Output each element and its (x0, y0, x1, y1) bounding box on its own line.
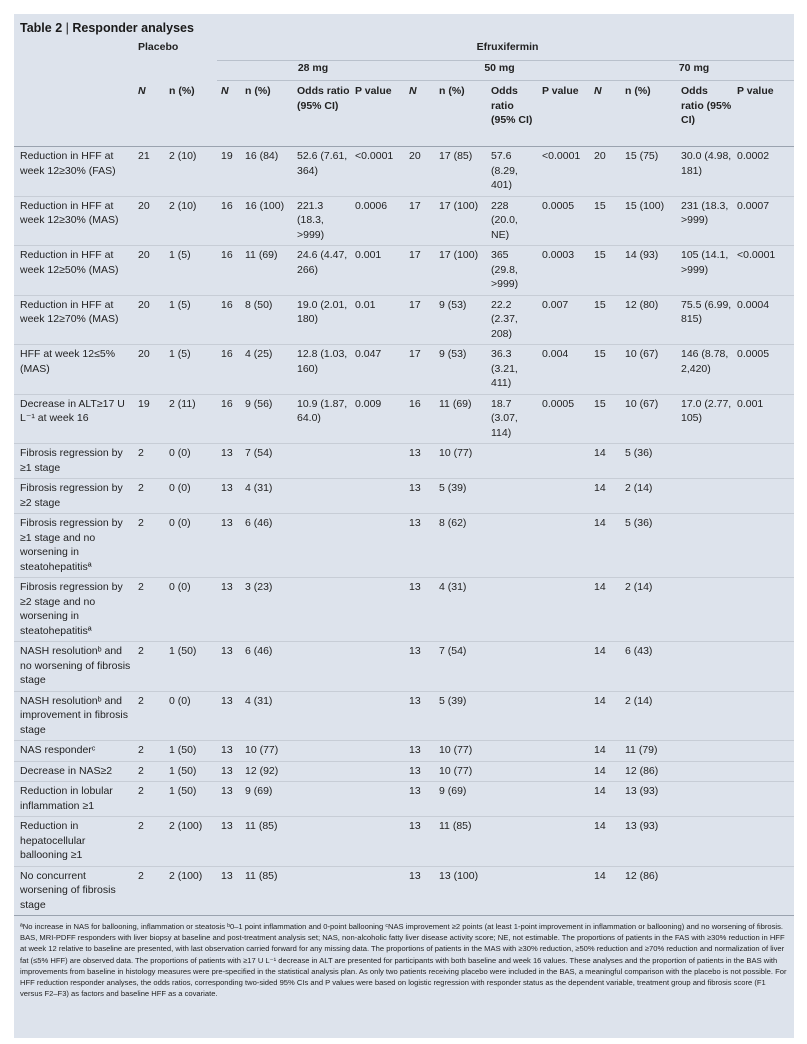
placebo-N: 20 (138, 348, 150, 360)
dose28-N: 19 (221, 150, 233, 162)
col-header-N: N (221, 85, 229, 97)
dose70-p-value (733, 741, 794, 762)
col-header-n-pct: n (%) (169, 84, 195, 97)
dose28-p-value (351, 479, 405, 514)
dose70-n-pct: 6 (43) (625, 645, 653, 657)
dose70-n-pct: 2 (14) (625, 482, 653, 494)
dose28-n-pct: 9 (69) (245, 785, 273, 797)
row-label: Decrease in ALT≥17 U L⁻¹ at week 16 (20, 397, 125, 424)
dose70-N: 14 (594, 581, 606, 593)
dose50-p-value (538, 761, 590, 782)
dose50-odds-ratio: 228 (20.0, NE) (491, 199, 518, 241)
row-label: Reduction in hepatocellular ballooning ≥1 (20, 820, 86, 861)
row-label: Reduction in HFF at week 12≥30% (MAS) (20, 199, 119, 226)
dose28-p-value (351, 444, 405, 479)
dose50-odds-ratio: 22.2 (2.37, 208) (491, 298, 518, 340)
dose28-p-value: 0.047 (355, 348, 382, 360)
dose50-odds-ratio: 36.3 (3.21, 411) (491, 348, 518, 389)
dose70-N: 14 (594, 645, 606, 657)
dose28-p-value: <0.0001 (355, 150, 394, 162)
table-row (14, 782, 794, 817)
table-row (14, 741, 794, 762)
placebo-n-pct: 1 (50) (169, 744, 197, 756)
placebo-n-pct: 2 (100) (169, 869, 203, 882)
col-header-p-value: P value (542, 85, 579, 97)
dose28-n-pct: 6 (46) (245, 517, 273, 529)
dose50-odds-ratio: 57.6 (8.29, 401) (491, 150, 518, 191)
dose70-p-value (733, 444, 794, 479)
placebo-n-pct: 1 (5) (169, 249, 191, 261)
dose28-odds-ratio (293, 578, 351, 642)
dose70-N: 14 (594, 764, 606, 777)
dose50-p-value (538, 514, 590, 578)
dose50-p-value: 0.0005 (542, 199, 575, 212)
dose50-odds-ratio (487, 514, 538, 578)
placebo-n-pct: 0 (0) (169, 482, 191, 494)
placebo-n-pct: 0 (0) (169, 694, 191, 707)
dose70-odds-ratio: 17.0 (2.77, 105) (681, 397, 732, 424)
dose28-odds-ratio: 19.0 (2.01, 180) (297, 298, 348, 325)
table-number: Table 2 (20, 21, 63, 35)
dose28-odds-ratio: 52.6 (7.61, 364) (297, 150, 348, 177)
table-row (14, 444, 794, 479)
placebo-N: 2 (138, 764, 144, 777)
dose28-odds-ratio (293, 741, 351, 762)
col-header-odds-ratio: Odds ratio (95% CI) (491, 85, 533, 126)
row-label: HFF at week 12≤5% (MAS) (20, 348, 116, 375)
dose70-p-value: 0.001 (737, 397, 764, 410)
row-label: No concurrent worsening of fibrosis stage (20, 869, 116, 911)
dose50-N: 17 (409, 298, 421, 311)
dose28-N: 13 (221, 764, 233, 777)
row-label: Reduction in HFF at week 12≥50% (MAS) (20, 249, 119, 276)
row-label: Reduction in lobular inflammation ≥1 (20, 785, 113, 812)
table-footnote: ªNo increase in NAS for ballooning, inflammation or steatosis ᵇ0–1 point inflammation and 0-point ballooning ᶜNAS improvement ≥2 points (at least 1-point improvement in inflammation or ballooning) and no worsening of fibrosis. BAS, MRI-PDFF responders with liver biopsy at baseline and post-treatment analysis set; NAS, non-alcoholic fatty liver disease activity score; NE, not estimable. The proportions of patients in the FAS with ≥30% reduction in HFF at week 12 relative to baseline are presented, with last observation carried forward for any missing data. The proportions of patients in the MAS with ≥30% reduction, ≥50% reduction and ≥70% reduction and normalization of liver fat (≤5% HFF) are observed data. The proportions of patients with ≥17 U L⁻¹ decrease in ALT are presented for participants with both baseline and week 16 values. These analyses and the proportion of patients in the BAS with improvements from baseline in histology measures were pre-specified in the statistical analysis plan. As only two patients receiving placebo were included in the BAS, a meaningful comparison with the placebo is not possible. For HFF reduction responder analyses, the odds ratios, corresponding two-sided 95% CIs and P values were based on logistic regression with responder status as the dependent variable, treatment group and fibrosis score (F1 versus F2–F3) as factors and baseline HFF as a covariate. (14, 915, 794, 999)
dose28-p-value (351, 691, 405, 741)
dose28-odds-ratio: 10.9 (1.87, 64.0) (297, 397, 348, 424)
dose70-odds-ratio: 30.0 (4.98, 181) (681, 150, 732, 177)
dose50-p-value (538, 642, 590, 692)
dose70-odds-ratio: 105 (14.1, >999) (681, 249, 729, 276)
dose70-p-value: 0.0005 (737, 348, 770, 360)
dose28-p-value: 0.01 (355, 298, 376, 311)
dose28-N: 13 (221, 581, 233, 593)
dose50-odds-ratio (487, 761, 538, 782)
dose50-n-pct: 10 (77) (439, 764, 473, 777)
row-label: NASH resolutionᵇ and improvement in fibrosis stage (20, 694, 128, 736)
dose70-p-value: 0.0004 (737, 298, 770, 311)
placebo-N: 20 (138, 249, 150, 261)
dose28-N: 16 (221, 249, 233, 261)
dose28-n-pct: 16 (100) (245, 199, 285, 212)
dose50-p-value (538, 741, 590, 762)
dose70-odds-ratio: 75.5 (6.99, 815) (681, 298, 732, 325)
dose28-n-pct: 11 (85) (245, 869, 278, 882)
dose28-N: 16 (221, 348, 233, 360)
placebo-n-pct: 0 (0) (169, 447, 191, 459)
dose28-N: 13 (221, 744, 233, 756)
dose70-odds-ratio (677, 479, 733, 514)
dose50-odds-ratio (487, 642, 538, 692)
placebo-N: 2 (138, 645, 144, 657)
dose70-n-pct: 11 (79) (625, 744, 658, 756)
dose50-odds-ratio (487, 866, 538, 915)
dose70-p-value (733, 479, 794, 514)
dose70-N: 14 (594, 447, 606, 459)
dose28-n-pct: 9 (56) (245, 397, 273, 410)
dose50-p-value (538, 691, 590, 741)
placebo-N: 2 (138, 694, 144, 707)
dose50-N: 13 (409, 820, 421, 832)
dose70-odds-ratio (677, 691, 733, 741)
dose28-N: 13 (221, 869, 233, 882)
table-row (14, 345, 794, 395)
dose28-p-value: 0.009 (355, 397, 382, 410)
dose70-n-pct: 15 (75) (625, 150, 659, 162)
dose28-n-pct: 12 (92) (245, 764, 279, 777)
dose50-p-value (538, 578, 590, 642)
dose50-odds-ratio (487, 479, 538, 514)
dose50-p-value (538, 479, 590, 514)
responder-table (14, 40, 794, 915)
dose28-p-value (351, 642, 405, 692)
dose70-odds-ratio (677, 761, 733, 782)
table-row (14, 761, 794, 782)
table-row (14, 246, 794, 296)
dose70-odds-ratio: 146 (8.78, 2,420) (681, 348, 729, 375)
row-label: Fibrosis regression by ≥2 stage and no worsening in steatohepatitisª (20, 581, 123, 637)
col-header-n-pct: n (%) (625, 85, 651, 97)
dose50-n-pct: 8 (62) (439, 517, 467, 529)
dose28-n-pct: 16 (84) (245, 150, 279, 162)
dose50-N: 13 (409, 785, 421, 797)
dose50-n-pct: 10 (77) (439, 744, 473, 756)
dose28-N: 16 (221, 397, 233, 410)
dose50-N: 16 (409, 397, 421, 410)
table-panel (14, 14, 794, 1038)
dose50-odds-ratio (487, 444, 538, 479)
dose28-N: 13 (221, 820, 233, 832)
col-header-N: N (138, 84, 146, 97)
dose50-odds-ratio: 365 (29.8, >999) (491, 249, 519, 290)
col-header-odds-ratio: Odds ratio (95% CI) (297, 85, 350, 112)
table-row (14, 295, 794, 345)
dose28-p-value (351, 761, 405, 782)
dose50-n-pct: 9 (53) (439, 298, 467, 311)
col-header-n-pct: n (%) (245, 85, 271, 97)
dose50-p-value (538, 817, 590, 867)
placebo-n-pct: 2 (10) (169, 199, 197, 212)
dose70-p-value (733, 642, 794, 692)
dose70-N: 15 (594, 397, 606, 410)
dose70-N: 14 (594, 482, 606, 494)
row-label: NASH resolutionᵇ and no worsening of fibrosis stage (20, 645, 131, 686)
placebo-n-pct: 1 (50) (169, 645, 197, 657)
dose70-n-pct: 2 (14) (625, 581, 653, 593)
dose28-N: 16 (221, 199, 233, 212)
col-header-p-value: P value (355, 85, 392, 97)
dose50-odds-ratio: 18.7 (3.07, 114) (491, 397, 518, 439)
table-row (14, 691, 794, 741)
dose50-N: 13 (409, 482, 421, 494)
placebo-n-pct: 2 (11) (169, 397, 196, 410)
dose50-p-value: 0.0005 (542, 397, 575, 410)
dose70-odds-ratio (677, 578, 733, 642)
placebo-n-pct: 1 (5) (169, 298, 191, 311)
dose28-N: 13 (221, 785, 233, 797)
placebo-n-pct: 0 (0) (169, 581, 191, 593)
dose70-n-pct: 13 (93) (625, 785, 659, 797)
placebo-N: 2 (138, 785, 144, 797)
dose70-N: 15 (594, 298, 606, 311)
dose28-odds-ratio (293, 514, 351, 578)
dose28-n-pct: 11 (69) (245, 249, 278, 261)
dose28-n-pct: 6 (46) (245, 645, 273, 657)
dose28-p-value (351, 782, 405, 817)
dose70-n-pct: 5 (36) (625, 517, 653, 529)
table-row (14, 394, 794, 444)
dose50-p-value (538, 444, 590, 479)
dose50-odds-ratio (487, 578, 538, 642)
dose70-odds-ratio (677, 642, 733, 692)
col-header-n-pct: n (%) (439, 85, 465, 97)
dose50-odds-ratio (487, 691, 538, 741)
dose70-N: 15 (594, 348, 606, 360)
row-label: Fibrosis regression by ≥2 stage (20, 482, 123, 509)
dose28-N: 16 (221, 298, 233, 311)
dose50-N: 13 (409, 447, 421, 459)
col-header-odds-ratio: Odds ratio (95% CI) (681, 85, 732, 126)
dose-50-header: 50 mg (405, 61, 590, 81)
table-row (14, 642, 794, 692)
dose70-N: 14 (594, 517, 606, 529)
dose28-odds-ratio (293, 817, 351, 867)
dose50-n-pct: 7 (54) (439, 645, 467, 657)
dose50-odds-ratio (487, 817, 538, 867)
dose28-odds-ratio: 221.3 (18.3, >999) (297, 199, 325, 241)
placebo-n-pct: 0 (0) (169, 517, 191, 529)
dose28-p-value (351, 866, 405, 915)
efruxifermin-header: Efruxifermin (476, 41, 539, 53)
dose50-n-pct: 10 (77) (439, 447, 473, 459)
dose70-n-pct: 12 (86) (625, 869, 659, 882)
dose28-p-value: 0.001 (355, 249, 382, 261)
dose50-N: 20 (409, 150, 421, 162)
title-separator: | (65, 21, 69, 35)
placebo-N: 19 (138, 397, 150, 410)
dose50-p-value (538, 782, 590, 817)
dose50-N: 13 (409, 581, 421, 593)
dose70-p-value: 0.0007 (737, 199, 770, 212)
placebo-N: 2 (138, 447, 144, 459)
col-header-p-value: P value (737, 85, 774, 97)
dose50-n-pct: 17 (85) (439, 150, 473, 162)
dose28-p-value (351, 578, 405, 642)
placebo-N: 20 (138, 298, 150, 311)
placebo-header: Placebo (138, 41, 179, 53)
dose50-n-pct: 4 (31) (439, 581, 467, 593)
dose50-N: 13 (409, 764, 421, 777)
placebo-N: 2 (138, 517, 144, 529)
dose50-n-pct: 11 (85) (439, 820, 472, 832)
dose28-n-pct: 3 (23) (245, 581, 273, 593)
dose70-N: 14 (594, 744, 606, 756)
col-header-N: N (409, 85, 417, 97)
dose70-n-pct: 13 (93) (625, 820, 659, 832)
dose70-N: 14 (594, 869, 606, 882)
dose70-n-pct: 10 (67) (625, 397, 659, 410)
row-label: Reduction in HFF at week 12≥70% (MAS) (20, 298, 119, 325)
placebo-n-pct: 1 (50) (169, 785, 197, 797)
table-row (14, 866, 794, 915)
table-row (14, 817, 794, 867)
dose50-n-pct: 9 (69) (439, 785, 467, 797)
dose28-odds-ratio: 24.6 (4.47, 266) (297, 249, 348, 276)
dose50-N: 17 (409, 199, 421, 212)
row-label: Decrease in NAS≥2 (20, 764, 113, 777)
dose70-p-value (733, 514, 794, 578)
dose70-odds-ratio: 231 (18.3, >999) (681, 199, 729, 226)
dose28-n-pct: 10 (77) (245, 744, 279, 756)
dose50-odds-ratio (487, 782, 538, 817)
dose50-n-pct: 11 (69) (439, 397, 472, 410)
placebo-N: 21 (138, 150, 150, 162)
dose70-n-pct: 14 (93) (625, 249, 659, 261)
dose70-p-value (733, 578, 794, 642)
placebo-N: 2 (138, 744, 144, 756)
dose70-n-pct: 12 (80) (625, 298, 659, 311)
dose70-N: 15 (594, 199, 606, 212)
dose28-odds-ratio: 12.8 (1.03, 160) (297, 348, 348, 375)
dose-28-header: 28 mg (217, 61, 405, 81)
dose28-n-pct: 8 (50) (245, 298, 273, 311)
dose28-odds-ratio (293, 782, 351, 817)
dose28-p-value (351, 514, 405, 578)
dose70-odds-ratio (677, 741, 733, 762)
dose70-p-value (733, 691, 794, 741)
table-body (14, 147, 794, 916)
dose70-p-value (733, 866, 794, 915)
placebo-N: 20 (138, 199, 150, 212)
dose70-N: 15 (594, 249, 606, 261)
col-header-N: N (594, 85, 602, 97)
dose50-odds-ratio (487, 741, 538, 762)
dose70-n-pct: 15 (100) (625, 199, 665, 212)
dose50-n-pct: 9 (53) (439, 348, 467, 360)
dose70-n-pct: 5 (36) (625, 447, 653, 459)
placebo-N: 2 (138, 869, 144, 882)
table-title (14, 14, 794, 40)
dose28-n-pct: 7 (54) (245, 447, 273, 459)
dose28-odds-ratio (293, 691, 351, 741)
dose28-N: 13 (221, 645, 233, 657)
dose70-N: 20 (594, 150, 606, 162)
dose28-N: 13 (221, 517, 233, 529)
dose50-N: 13 (409, 744, 421, 756)
dose28-odds-ratio (293, 761, 351, 782)
dose-70-header: 70 mg (590, 61, 794, 81)
dose70-odds-ratio (677, 444, 733, 479)
dose70-n-pct: 10 (67) (625, 348, 659, 360)
dose50-N: 13 (409, 869, 421, 882)
dose28-p-value (351, 741, 405, 762)
dose70-odds-ratio (677, 514, 733, 578)
dose28-N: 13 (221, 482, 233, 494)
dose70-N: 14 (594, 694, 606, 707)
placebo-N: 2 (138, 581, 144, 593)
dose50-n-pct: 17 (100) (439, 249, 479, 261)
dose28-odds-ratio (293, 642, 351, 692)
dose28-N: 13 (221, 447, 233, 459)
placebo-N: 2 (138, 820, 144, 832)
dose28-n-pct: 4 (31) (245, 482, 273, 494)
placebo-n-pct: 1 (5) (169, 348, 191, 360)
placebo-n-pct: 2 (10) (169, 150, 197, 162)
dose70-odds-ratio (677, 782, 733, 817)
dose70-odds-ratio (677, 866, 733, 915)
dose28-p-value (351, 817, 405, 867)
dose50-p-value: 0.0003 (542, 249, 575, 261)
dose70-p-value: 0.0002 (737, 150, 770, 162)
dose70-n-pct: 2 (14) (625, 694, 653, 707)
table-row (14, 196, 794, 246)
dose50-n-pct: 5 (39) (439, 694, 467, 707)
dose28-odds-ratio (293, 444, 351, 479)
dose70-p-value (733, 782, 794, 817)
placebo-N: 2 (138, 482, 144, 494)
dose50-N: 13 (409, 645, 421, 657)
dose28-n-pct: 4 (25) (245, 348, 273, 360)
dose28-p-value: 0.0006 (355, 199, 388, 212)
dose70-n-pct: 12 (86) (625, 764, 659, 777)
dose50-N: 13 (409, 517, 421, 529)
dose70-odds-ratio (677, 817, 733, 867)
dose28-N: 13 (221, 694, 233, 707)
dose50-p-value (538, 866, 590, 915)
row-label: Fibrosis regression by ≥1 stage and no worsening in steatohepatitisª (20, 517, 123, 573)
dose50-p-value: 0.007 (542, 298, 569, 311)
dose50-n-pct: 13 (100) (439, 869, 479, 882)
dose28-odds-ratio (293, 479, 351, 514)
table-row (14, 514, 794, 578)
dose50-p-value: <0.0001 (542, 150, 581, 162)
dose70-p-value (733, 761, 794, 782)
dose28-n-pct: 4 (31) (245, 694, 273, 707)
table-row (14, 147, 794, 197)
placebo-n-pct: 1 (50) (169, 764, 197, 777)
dose70-p-value: <0.0001 (737, 249, 776, 261)
table-caption: Responder analyses (72, 21, 194, 35)
dose50-N: 13 (409, 694, 421, 707)
dose50-n-pct: 5 (39) (439, 482, 467, 494)
dose50-N: 17 (409, 348, 421, 360)
placebo-n-pct: 2 (100) (169, 820, 203, 832)
dose70-N: 14 (594, 820, 606, 832)
dose70-p-value (733, 817, 794, 867)
row-label: Fibrosis regression by ≥1 stage (20, 447, 123, 474)
dose50-n-pct: 17 (100) (439, 199, 479, 212)
dose28-n-pct: 11 (85) (245, 820, 278, 832)
dose28-odds-ratio (293, 866, 351, 915)
dose70-N: 14 (594, 785, 606, 797)
row-label: Reduction in HFF at week 12≥30% (FAS) (20, 150, 116, 177)
table-row (14, 578, 794, 642)
row-label: NAS responderᶜ (20, 744, 96, 756)
dose50-p-value: 0.004 (542, 348, 569, 360)
dose50-N: 17 (409, 249, 421, 261)
table-row (14, 479, 794, 514)
